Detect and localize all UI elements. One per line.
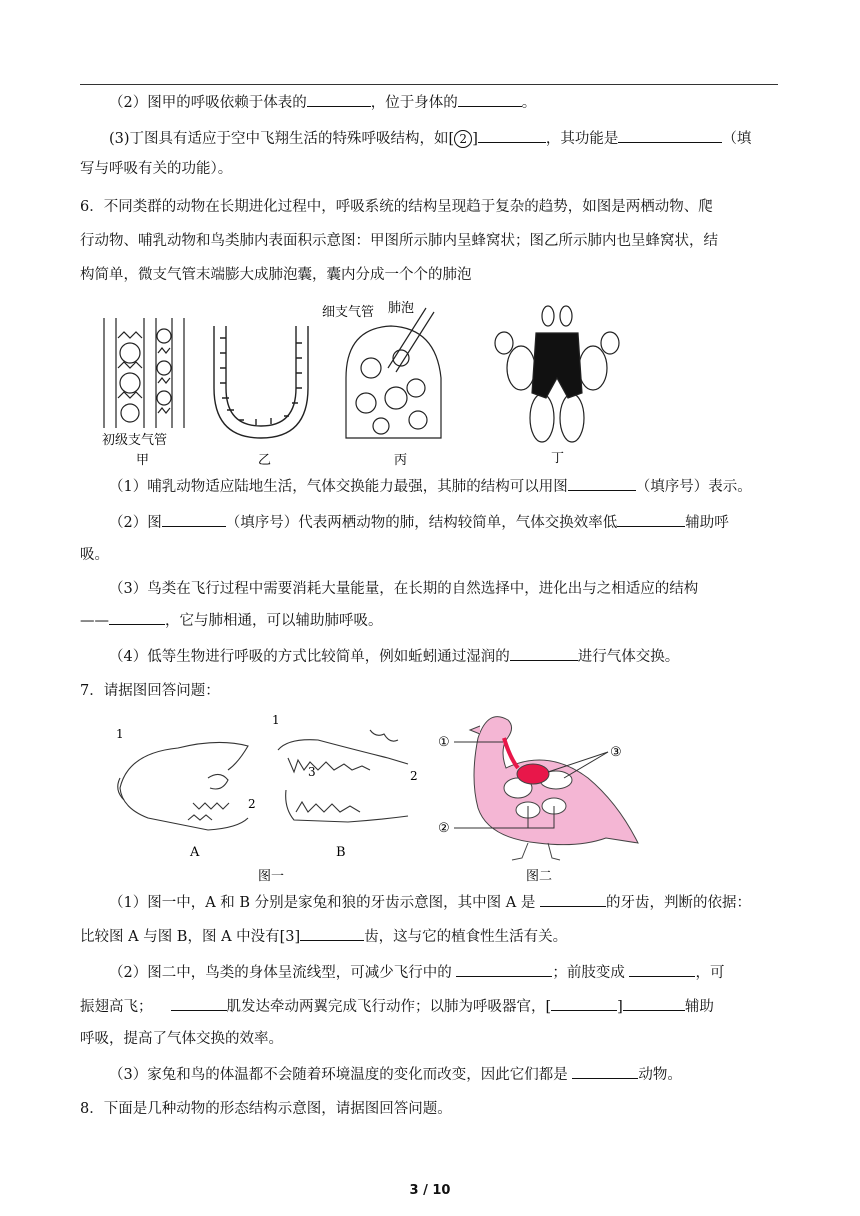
bird-drawing bbox=[470, 717, 638, 860]
label-fig1: 图一 bbox=[258, 869, 285, 884]
lung-structure-figure bbox=[96, 298, 636, 473]
q7-part3: （3）家兔和鸟的体温都不会随着环境温度的变化而改变，因此它们都是 动物。 bbox=[109, 1064, 809, 1086]
q5-part3: (3)丁图具有适应于空中飞翔生活的特殊呼吸结构，如[ 2 ] ，其功能是 （填 bbox=[109, 128, 809, 150]
answer-blank[interactable] bbox=[623, 996, 685, 1011]
label-b1: 1 bbox=[272, 713, 280, 727]
q6-part4: （4）低等生物进行呼吸的方式比较简单，例如蚯蚓通过湿润的 进行气体交换。 bbox=[109, 646, 809, 668]
lung-yi-drawing bbox=[214, 326, 308, 438]
label-fig2: 图二 bbox=[526, 869, 553, 884]
answer-blank[interactable] bbox=[307, 92, 371, 107]
wolf-skull-drawing bbox=[278, 730, 408, 822]
q6-stem-1: 6．不同类群的动物在长期进化过程中，呼吸系统的结构呈现趋于复杂的趋势，如图是两栖动物、爬 bbox=[80, 199, 713, 215]
label-b3: 3 bbox=[308, 765, 316, 779]
answer-blank[interactable] bbox=[617, 512, 685, 527]
q7-part2-cont: 振翅高飞； 肌发达牵动两翼完成飞行动作；以肺为呼吸器官，[ ] 辅助 bbox=[80, 996, 780, 1018]
circled-number: 2 bbox=[454, 130, 472, 148]
q5-part2: （2）图甲的呼吸依赖于体表的 ，位于身体的 。 bbox=[109, 92, 809, 114]
q8-stem: 8．下面是几种动物的形态结构示意图，请据图回答问题。 bbox=[80, 1101, 452, 1117]
q6-stem-2: 行动物、哺乳动物和鸟类肺内表面积示意图：甲图所示肺内呈蜂窝状；图乙所示肺内也呈蜂窝状，结 bbox=[80, 233, 718, 249]
answer-blank[interactable] bbox=[162, 512, 226, 527]
header-rule bbox=[80, 84, 778, 85]
label-bronchiole: 细支气管 bbox=[322, 305, 375, 320]
q7-part2: （2）图二中，鸟类的身体呈流线型，可减少飞行中的 ；前肢变成 ，可 bbox=[109, 962, 809, 984]
q5-part3-cont: 写与呼吸有关的功能）。 bbox=[80, 161, 233, 177]
rabbit-skull-drawing bbox=[118, 742, 248, 830]
answer-blank[interactable] bbox=[458, 92, 522, 107]
q6-stem-3: 构简单，微支气管末端膨大成肺泡囊，囊内分成一个个的肺泡 bbox=[80, 267, 472, 283]
q6-part1: （1）哺乳动物适应陆地生活，气体交换能力最强，其肺的结构可以用图 （填序号）表示。 bbox=[109, 476, 809, 498]
label-primary-bronchus: 初级支气管 bbox=[102, 433, 168, 448]
q7-stem: 7．请据图回答问题： bbox=[80, 683, 220, 699]
label-c2: ② bbox=[438, 821, 450, 836]
answer-blank[interactable] bbox=[300, 926, 364, 941]
answer-blank[interactable] bbox=[572, 1064, 638, 1079]
lung-ding-drawing bbox=[495, 306, 619, 442]
lung-jia-drawing bbox=[104, 318, 184, 428]
label-A: A bbox=[190, 845, 200, 860]
q7-part2-cont2: 呼吸，提高了气体交换的效率。 bbox=[80, 1031, 283, 1047]
teeth-and-bird-figure bbox=[108, 708, 648, 888]
label-ding: 丁 bbox=[551, 451, 565, 466]
label-alveolus: 肺泡 bbox=[388, 301, 415, 316]
label-yi: 乙 bbox=[258, 453, 272, 468]
answer-blank[interactable] bbox=[109, 610, 165, 625]
label-bing: 丙 bbox=[394, 453, 408, 468]
answer-blank[interactable] bbox=[551, 996, 617, 1011]
leader-line bbox=[564, 752, 608, 778]
q7-part1-cont: 比较图 A 与图 B，图 A 中没有[3] 齿，这与它的植食性生活有关。 bbox=[80, 926, 780, 948]
label-b2: 2 bbox=[410, 769, 418, 783]
answer-blank[interactable] bbox=[478, 128, 546, 143]
label-B: B bbox=[336, 845, 346, 860]
q6-part2: （2）图 （填序号）代表两栖动物的肺，结构较简单，气体交换效率低 辅助呼 bbox=[109, 512, 809, 534]
label-a1: 1 bbox=[116, 727, 124, 741]
q6-part3: （3）鸟类在飞行过程中需要消耗大量能量，在长期的自然选择中，进化出与之相适应的结构 bbox=[109, 581, 699, 597]
q6-part3-cont: —— ，它与肺相通，可以辅助肺呼吸。 bbox=[80, 610, 780, 632]
label-jia: 甲 bbox=[136, 453, 150, 468]
label-c3: ③ bbox=[610, 745, 622, 760]
label-c1: ① bbox=[438, 735, 450, 750]
q7-part1: （1）图一中，A 和 B 分别是家兔和狼的牙齿示意图，其中图 A 是 的牙齿，判断的依据： bbox=[109, 892, 809, 914]
answer-blank[interactable] bbox=[540, 892, 606, 907]
label-a2: 2 bbox=[248, 797, 256, 811]
page-number: 3 / 10 bbox=[409, 1183, 451, 1198]
lung-bing-drawing bbox=[346, 308, 441, 438]
answer-blank[interactable] bbox=[456, 962, 552, 977]
answer-blank[interactable] bbox=[629, 962, 695, 977]
answer-blank[interactable] bbox=[171, 996, 227, 1011]
q6-part2-cont: 吸。 bbox=[80, 547, 109, 563]
answer-blank[interactable] bbox=[618, 128, 722, 143]
answer-blank[interactable] bbox=[510, 646, 578, 661]
answer-blank[interactable] bbox=[568, 476, 636, 491]
